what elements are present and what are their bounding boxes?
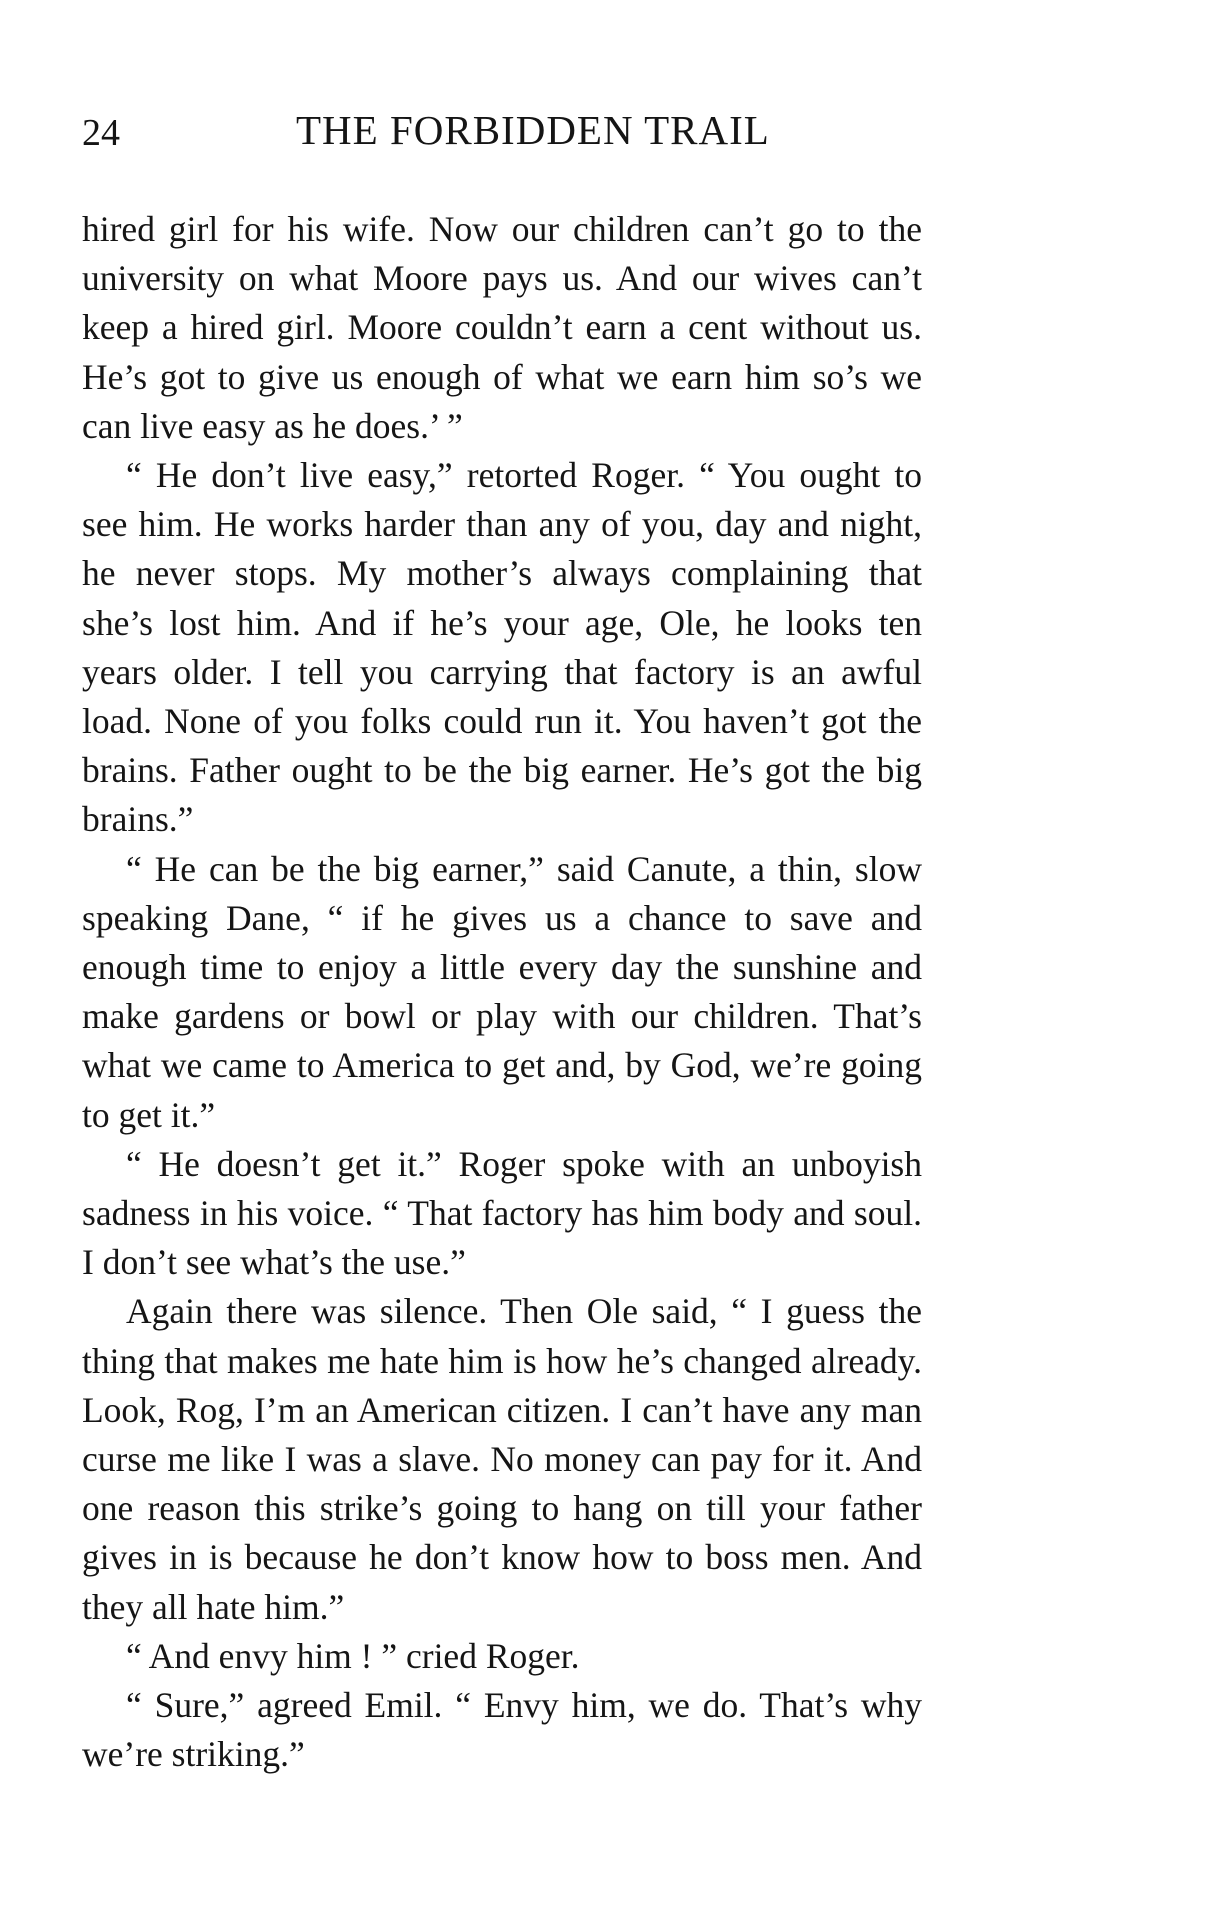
body-text xyxy=(82,205,922,1780)
paragraph-5: Again there was silence. Then Ole said, “ I guess the thing that makes me hate him is how he’s changed already. Look, Rog, I’m an American citizen. I can’t have any man curse me like I was a slave. No money can pay for it. And one reason this strike’s going to hang on till your father gives in is because he don’t know how to boss men. And they all hate him.” xyxy=(82,1291,922,1627)
page-number: 24 xyxy=(82,112,120,154)
paragraph-6: “ And envy him ! ” cried Roger. xyxy=(126,1635,580,1676)
paragraph-1: hired girl for his wife. Now our children can’t go to the university on what Moore pays us. And our wives can’t keep a hired girl. Moore couldn’t earn a cent without us. He’s got to give us enough of what we earn him so’s we can live easy as he does.’ ” xyxy=(82,209,922,446)
paragraph-7: “ Sure,” agreed Emil. “ Envy him, we do. That’s why we’re striking.” xyxy=(82,1685,922,1775)
running-title: THE FORBIDDEN TRAIL xyxy=(296,107,770,153)
paragraph-4: “ He doesn’t get it.” Roger spoke with an unboyish sadness in his voice. “ That factory has him body and soul. I don’t see what’s the use.” xyxy=(82,1143,922,1283)
paragraph-3: “ He can be the big earner,” said Canute, a thin, slow speaking Dane, “ if he gives us a chance to save and enough time to enjoy a little every day the sunshine and make gardens or bowl or play with our children. That’s what we came to America to get and, by God, we’re going to get it.” xyxy=(82,848,922,1135)
page-header xyxy=(82,100,922,160)
paragraph-2: “ He don’t live easy,” retorted Roger. “ You ought to see him. He works harder than any of you, day and night, he never stops. My mother’s always complaining that she’s lost him. And if he’s your age, Ole, he looks ten years older. I tell you carrying that factory is an awful load. None of you folks could run it. You haven’t got the brains. Father ought to be the big earner. He’s got the big brains.” xyxy=(82,455,922,840)
